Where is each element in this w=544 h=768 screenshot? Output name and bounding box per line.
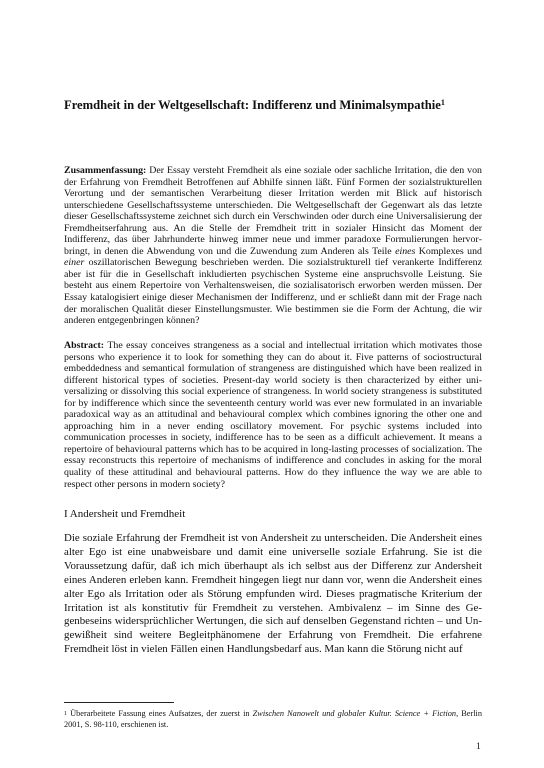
abstract-english-text: The essay conceives strangeness as a social and intellectual irritation which motivates those persons who experience it to look for something they can do about it. Five patterns of sociostructural embeddedness and semantical formulation of strangeness are distinguished which have been realized in different historical types of societies. Present-day world society is then characterized by either universalizing or dissolving this social experience of strangeness. In world society strangeness is substituted for by indifference which since the seventeenth century world was ever new formulated in an invariable paradoxical way as an attitudinal and behavioural complex which combines ignoring the other one and approaching him in a never ending oscillatory movement. For psychic systems included into communication processes in society, indifference has to be seen as a difficult achievement. It means a repertoire of behavioural patterns which has to be acquired in long-lasting processes of socialization. The essay reconstructs this repertoire of mechanisms of indifference and concludes in asking for the moral quality of these attitudinal and behavioural patterns. How do they influence the way we are able to respect other persons in modern society? bbox=[64, 340, 482, 490]
abstract-german-emphasis-2: einer bbox=[64, 257, 85, 269]
abstract-german-emphasis-1: eines bbox=[395, 245, 416, 257]
abstract-english-label: Abstract: bbox=[64, 340, 105, 351]
footnote-mark: 1 bbox=[64, 711, 67, 717]
footnote-text-1: Überarbeitete Fassung eines Aufsatzes, der zuerst in bbox=[67, 709, 253, 718]
abstract-german-text-3: oszillatorischen Bewegung beschrieben werden. Die sozialstrukturell tief verankerte Indifferenz aber ist für die in Gesellschaft inkludierten psychischen Systeme eine anspruchsvolle Leistung. Sie besteht aus einem Repertoire von Verhaltensweisen, die sozialisatorisch erworben werden müssen. Der Essay katalogisiert einige dieser Mechanismen der Indifferenz, und er schließt dann mit der Frage nach der moralischen Qualität dieser Einstellungsmuster. Wie bestimmen sie die Form der Achtung, die wir anderen entgegenbringen können? bbox=[64, 257, 482, 327]
title-footnote-mark: 1 bbox=[440, 98, 445, 107]
abstract-german bbox=[64, 165, 482, 327]
footnote-text-2: , Berlin 2001, S. 98-110, erschienen ist. bbox=[64, 709, 483, 729]
footnote-divider bbox=[64, 702, 174, 703]
title-text: Fremdheit in der Weltgesellschaft: Indifferenz und Minimalsympathie bbox=[64, 98, 441, 112]
abstract-german-label: Zusammenfassung: bbox=[64, 165, 147, 176]
footnote bbox=[64, 709, 482, 731]
abstract-english bbox=[64, 340, 482, 490]
abstract-german-text-1: Der Essay versteht Fremdheit als eine soziale oder sachliche Irritation, die den von der Erfahrung von Fremdheit Betroffenen auf Abhilfe sinnen läßt. Fünf Formen der sozialstrukturellen Verortung und der semantischen Verarbeitung dieser Irritation werden mit Blick auf historisch unterschiedene Gesellschaftssysteme unterschieden. Die Weltgesellschaft der Gegenwart als das letzte dieser Gesellschaftssysteme zeichnet sich durch ein Verschwinden oder durch eine Universalisierung der Fremdheitserfahrung aus. An die Stelle der Fremdheit tritt in sozialer Hinsicht das Moment der Indifferenz, das über Jahrhunderte hinweg immer neue und immer paradoxe Formulierungen hervorbringt, in denen die Abwendung von und die Zuwendung zum Anderen als Teile bbox=[64, 165, 482, 257]
section-heading: I Andersheit und Fremdheit bbox=[64, 508, 186, 520]
footnote-emphasis: Zwischen Nanowelt und globaler Kultur. Science + Fiction bbox=[252, 709, 457, 718]
paper-title bbox=[64, 98, 484, 113]
page-number: 1 bbox=[476, 742, 481, 752]
body-paragraph: Die soziale Erfahrung der Fremdheit ist von Andersheit zu unterscheiden. Die Andersheit eines alter Ego ist eine unabweisbare und damit eine universelle soziale Erfahrung. Sie ist die Voraussetzung dafür, daß ich mich überhaupt als ich selbst aus der Differenz zur Andersheit eines Anderen erleben kann. Fremdheit hingegen liegt nur dann vor, wenn die Andersheit eines alter Ego als Irritation oder als Störung empfunden wird. Dieses pragmatische Kriterium der Irritation ist als konstitutiv für Fremdheit zu verstehen. Ambivalenz – im Sinne des Gegenbeseins widersprüchlicher Wertungen, die sich auf denselben Gegenstand richten – und Ungewißheit sind weitere Begleitphänomene der Erfahrung von Fremdheit. Die erfahrene Fremdheit löst in vielen Fällen einen Handlungsbedarf aus. Man kann die Störung nicht auf bbox=[64, 532, 482, 656]
abstract-german-text-2: Komplexes und bbox=[415, 245, 482, 257]
